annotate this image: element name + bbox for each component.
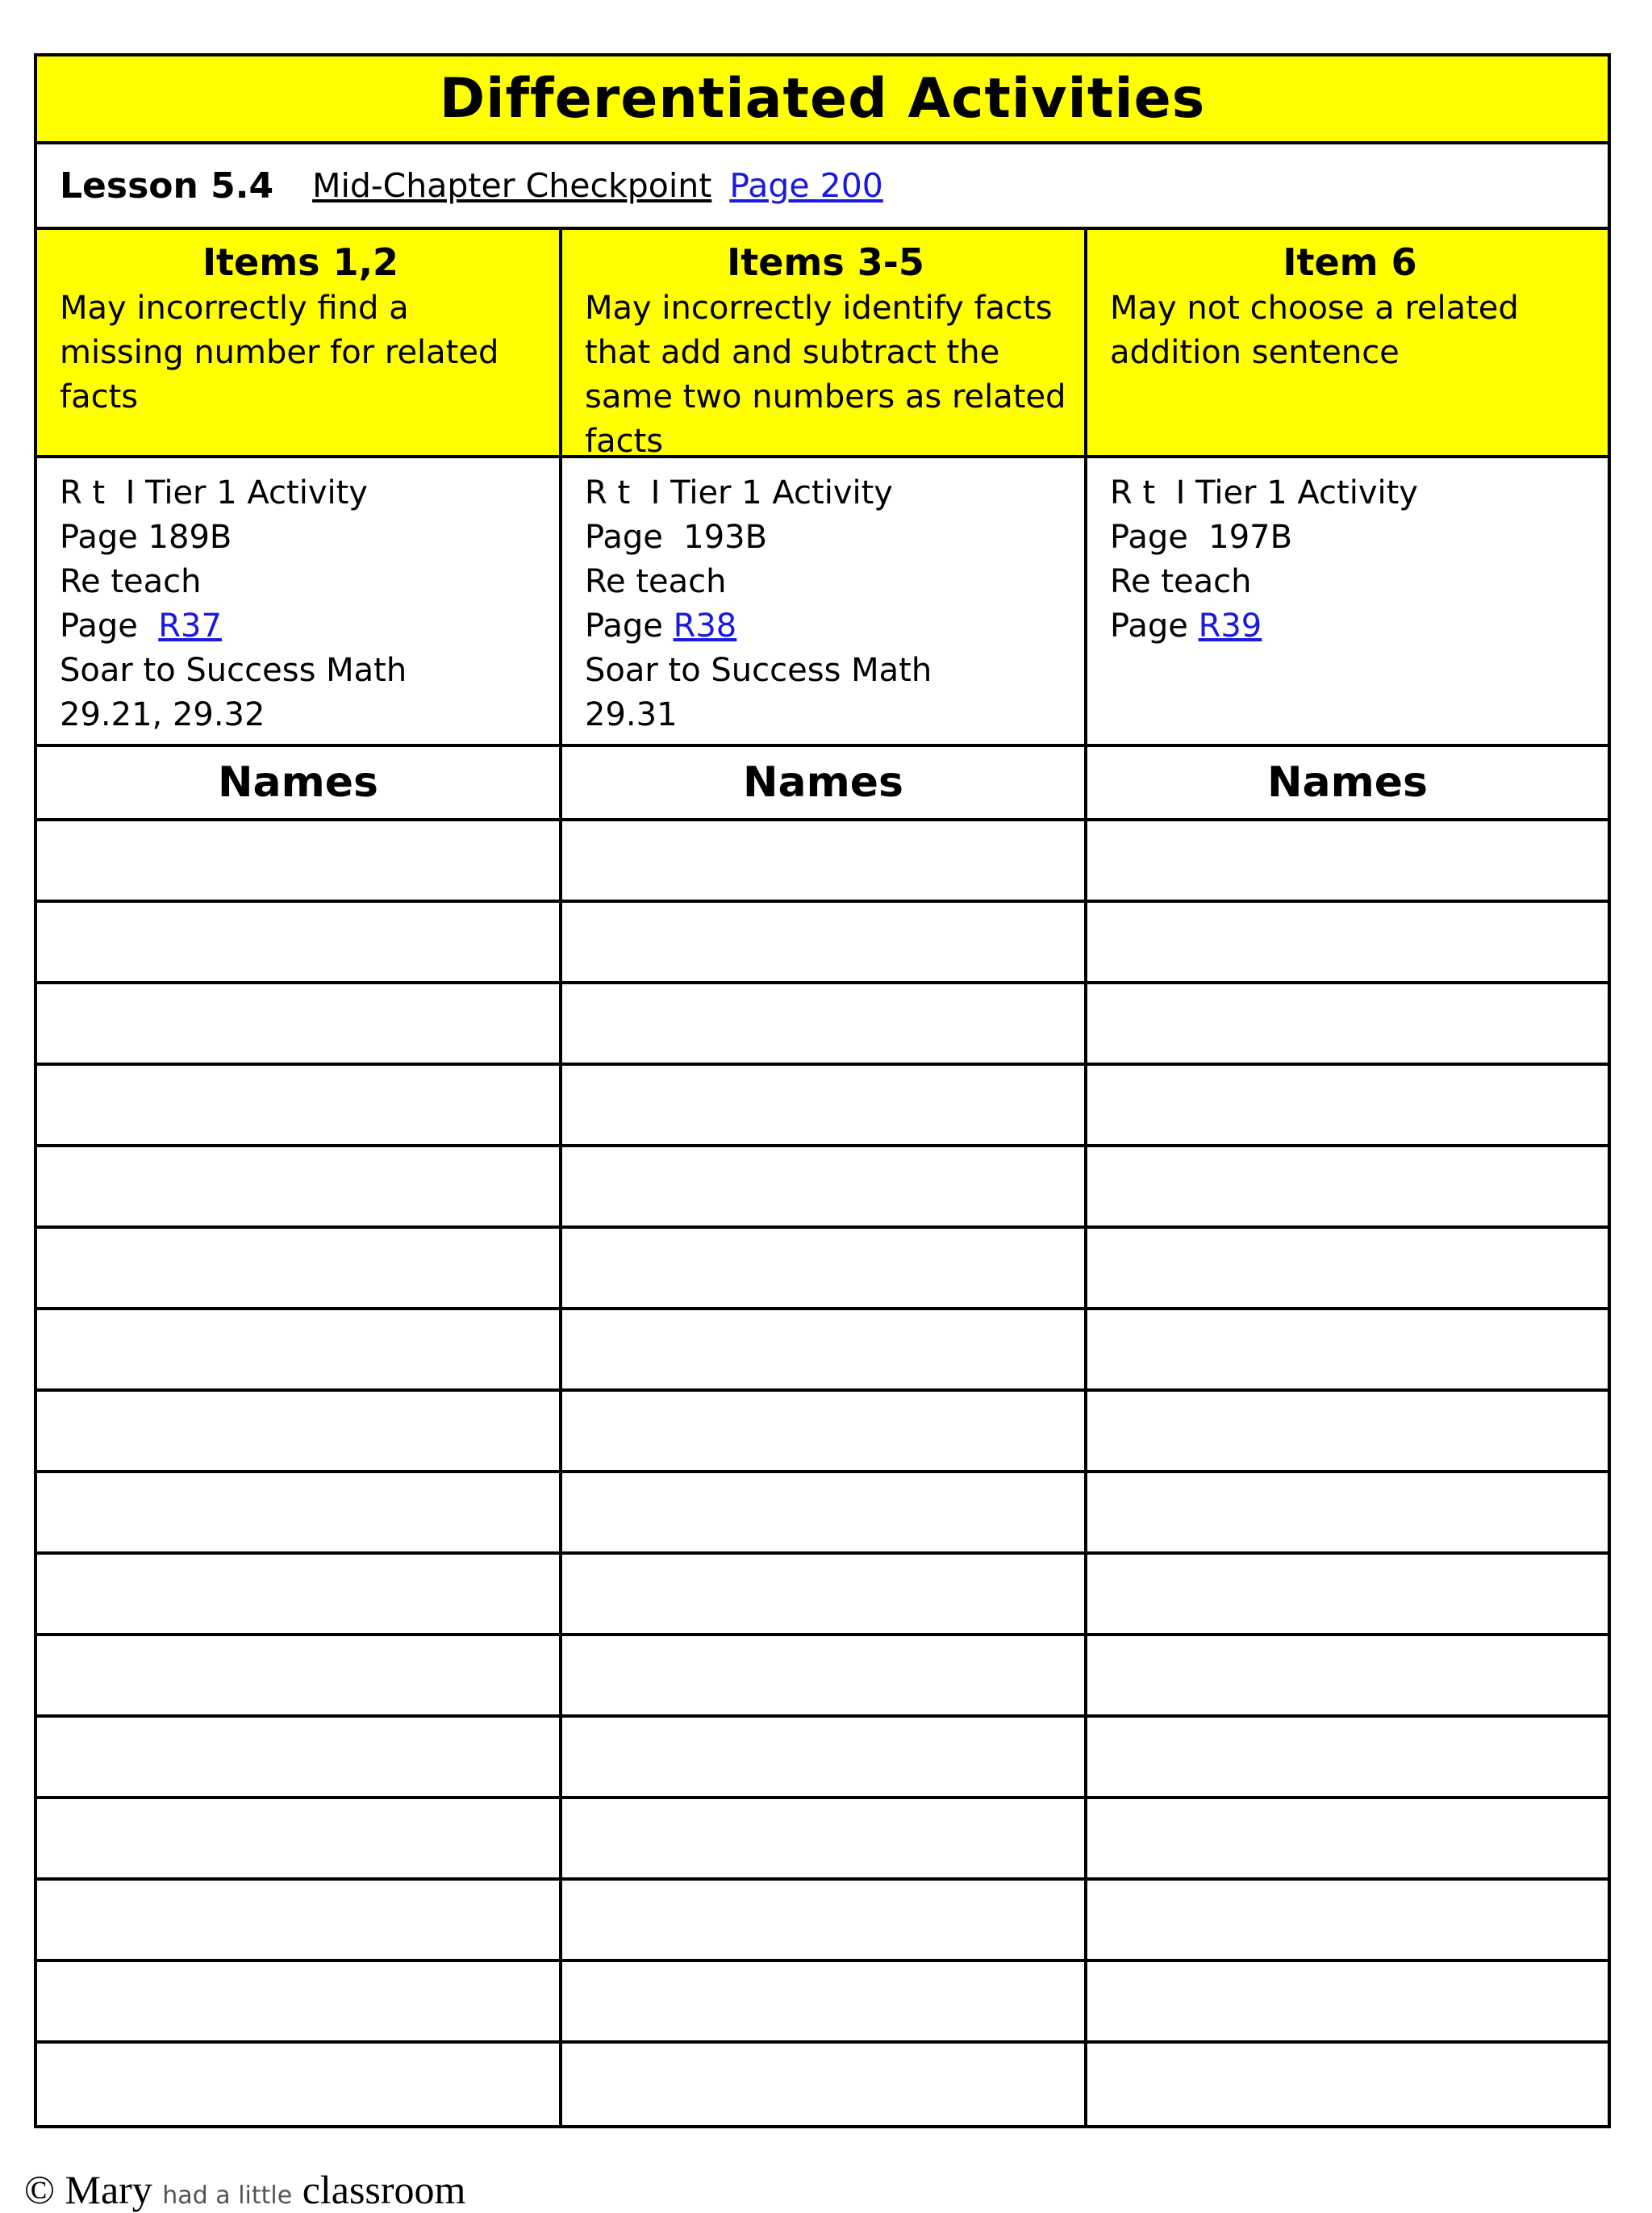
activity-line: 29.21, 29.32 bbox=[60, 696, 265, 733]
name-entry-cell[interactable] bbox=[562, 903, 1087, 984]
activity-cell-3 bbox=[1087, 458, 1608, 747]
activity-line: Page 197B bbox=[1110, 519, 1293, 556]
names-header-2 bbox=[562, 747, 1087, 821]
activity-line: R t I Tier 1 Activity bbox=[60, 474, 368, 511]
name-entry-cell[interactable] bbox=[37, 1881, 562, 1962]
name-entry-cell[interactable] bbox=[37, 984, 562, 1066]
reteach-link[interactable]: R38 bbox=[673, 608, 737, 645]
name-entry-cell[interactable] bbox=[37, 1636, 562, 1718]
activity-line: Re teach bbox=[60, 563, 202, 600]
name-entry-cell[interactable] bbox=[37, 1962, 562, 2044]
footer-end: classroom bbox=[302, 2167, 466, 2212]
name-entry-cell[interactable] bbox=[562, 1473, 1087, 1555]
activity-line: Soar to Success Math bbox=[585, 652, 932, 689]
name-entry-cell[interactable] bbox=[1087, 1066, 1608, 1147]
name-entry-cell[interactable] bbox=[37, 1799, 562, 1881]
reteach-link[interactable]: R37 bbox=[158, 608, 222, 645]
name-entry-cell[interactable] bbox=[1087, 1310, 1608, 1392]
activity-page-prefix: Page bbox=[60, 608, 159, 645]
name-entry-cell[interactable] bbox=[1087, 1881, 1608, 1962]
name-entry-cell[interactable] bbox=[1087, 1392, 1608, 1473]
activity-line: Page 193B bbox=[585, 519, 768, 556]
name-entry-cell[interactable] bbox=[1087, 1147, 1608, 1229]
name-entry-cell[interactable] bbox=[562, 1962, 1087, 2044]
activity-cell-2 bbox=[562, 458, 1087, 747]
column-heading: Items 1,2 bbox=[202, 240, 399, 284]
copyright-footer bbox=[24, 2166, 465, 2213]
activities-sheet bbox=[34, 53, 1611, 2128]
name-entry-cell[interactable] bbox=[562, 984, 1087, 1066]
name-entry-cell[interactable] bbox=[562, 2044, 1087, 2125]
name-entry-cell[interactable] bbox=[1087, 1962, 1608, 2044]
name-entry-cell[interactable] bbox=[562, 1718, 1087, 1799]
name-entry-cell[interactable] bbox=[37, 1310, 562, 1392]
name-entry-cell[interactable] bbox=[1087, 1229, 1608, 1310]
name-entry-cell[interactable] bbox=[37, 2044, 562, 2125]
name-entry-cell[interactable] bbox=[562, 1310, 1087, 1392]
lesson-label: Lesson 5.4 bbox=[60, 165, 274, 207]
name-entry-cell[interactable] bbox=[1087, 821, 1608, 903]
reteach-link[interactable]: R39 bbox=[1198, 608, 1262, 645]
activity-line bbox=[60, 604, 543, 649]
name-entry-cell[interactable] bbox=[1087, 1473, 1608, 1555]
name-entry-cell[interactable] bbox=[562, 1799, 1087, 1881]
name-entry-cell[interactable] bbox=[37, 1229, 562, 1310]
name-entry-cell[interactable] bbox=[37, 1473, 562, 1555]
column-heading: Items 3-5 bbox=[727, 240, 924, 284]
page-title: Differentiated Activities bbox=[439, 67, 1206, 131]
column-header-1 bbox=[37, 230, 562, 458]
lesson-page-link[interactable]: Page 200 bbox=[729, 166, 883, 205]
column-heading: Item 6 bbox=[1283, 240, 1417, 284]
column-description: May incorrectly identify facts that add and subtract the same two numbers as related facts bbox=[585, 290, 1066, 460]
activity-line bbox=[1110, 604, 1592, 649]
footer-middle: had a little bbox=[162, 2182, 293, 2210]
name-entry-cell[interactable] bbox=[562, 821, 1087, 903]
activity-page-prefix: Page bbox=[1110, 608, 1199, 645]
activity-line: Page 189B bbox=[60, 519, 232, 556]
activity-line: R t I Tier 1 Activity bbox=[1110, 474, 1418, 511]
name-entry-cell[interactable] bbox=[37, 1147, 562, 1229]
activity-cell-1 bbox=[37, 458, 562, 747]
name-entry-cell[interactable] bbox=[37, 1066, 562, 1147]
name-entry-cell[interactable] bbox=[1087, 1555, 1608, 1636]
name-entry-cell[interactable] bbox=[562, 1555, 1087, 1636]
name-entry-cell[interactable] bbox=[562, 1392, 1087, 1473]
column-description: May incorrectly find a missing number for related facts bbox=[60, 290, 499, 415]
activity-line: Soar to Success Math bbox=[60, 652, 407, 689]
name-entry-cell[interactable] bbox=[1087, 1799, 1608, 1881]
activities-grid bbox=[37, 230, 1608, 2125]
footer-copyright: © Mary bbox=[24, 2167, 152, 2212]
activity-line: Re teach bbox=[1110, 563, 1252, 600]
title-bar bbox=[37, 56, 1608, 144]
name-entry-cell[interactable] bbox=[562, 1636, 1087, 1718]
column-header-2 bbox=[562, 230, 1087, 458]
name-entry-cell[interactable] bbox=[37, 821, 562, 903]
name-entry-cell[interactable] bbox=[562, 1881, 1087, 1962]
column-description: May not choose a related addition sentence bbox=[1110, 290, 1519, 371]
name-entry-cell[interactable] bbox=[1087, 2044, 1608, 2125]
names-label: Names bbox=[742, 758, 903, 807]
names-header-3 bbox=[1087, 747, 1608, 821]
names-label: Names bbox=[217, 758, 378, 807]
name-entry-cell[interactable] bbox=[562, 1147, 1087, 1229]
activity-line: 29.31 bbox=[585, 696, 678, 733]
name-entry-cell[interactable] bbox=[37, 903, 562, 984]
column-header-3 bbox=[1087, 230, 1608, 458]
name-entry-cell[interactable] bbox=[562, 1229, 1087, 1310]
activity-line: R t I Tier 1 Activity bbox=[585, 474, 893, 511]
lesson-subtitle: Mid-Chapter Checkpoint bbox=[312, 166, 712, 205]
name-entry-cell[interactable] bbox=[1087, 903, 1608, 984]
name-entry-cell[interactable] bbox=[1087, 1636, 1608, 1718]
names-header-1 bbox=[37, 747, 562, 821]
activity-line: Re teach bbox=[585, 563, 727, 600]
names-label: Names bbox=[1266, 758, 1428, 807]
name-entry-cell[interactable] bbox=[562, 1066, 1087, 1147]
name-entry-cell[interactable] bbox=[1087, 1718, 1608, 1799]
name-entry-cell[interactable] bbox=[37, 1555, 562, 1636]
name-entry-cell[interactable] bbox=[1087, 984, 1608, 1066]
name-entry-cell[interactable] bbox=[37, 1392, 562, 1473]
name-entry-cell[interactable] bbox=[37, 1718, 562, 1799]
activity-line bbox=[585, 604, 1068, 649]
activity-page-prefix: Page bbox=[585, 608, 674, 645]
lesson-row bbox=[37, 144, 1608, 230]
